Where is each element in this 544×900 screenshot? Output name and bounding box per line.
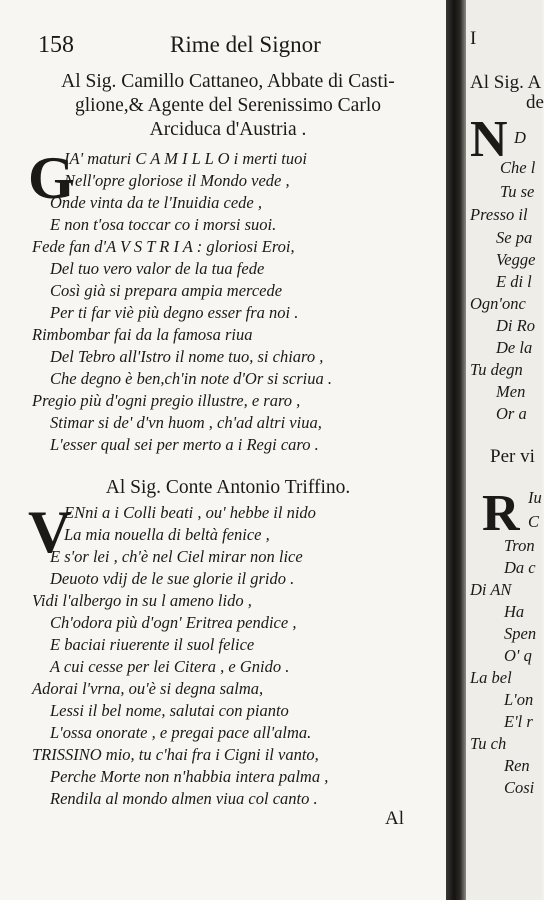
verse-line: IA' maturi C A M I L L O i merti tuoi bbox=[64, 149, 307, 168]
running-head bbox=[38, 32, 418, 60]
dedication-line: Al Sig. Camillo Cattaneo, Abbate di Casti- bbox=[61, 71, 395, 92]
verse-line: L'esser qual sei per merto a i Regi caro . bbox=[50, 435, 319, 454]
running-title: Rime del Signor bbox=[170, 32, 321, 57]
verse-line: Stimar si de' d'vn huom , ch'ad altri viua, bbox=[50, 413, 322, 432]
verse-line: Vidi l'albergo in su l ameno lido , bbox=[32, 591, 252, 610]
facing-line: de bbox=[526, 92, 544, 113]
verse-line: E non t'osa toccar co i morsi suoi. bbox=[50, 215, 277, 234]
verse-line: Del Tebro all'Istro il nome tuo, si chiaro , bbox=[50, 347, 324, 366]
facing-line: C bbox=[528, 512, 540, 531]
verse-line: E baciai riuerente il suol felice bbox=[50, 635, 255, 654]
drop-capital: G bbox=[28, 145, 75, 211]
facing-line: Tu ch bbox=[470, 734, 507, 753]
verse-line: Che degno è ben,ch'in note d'Or si scriua . bbox=[50, 369, 333, 388]
facing-line: De la bbox=[496, 338, 533, 357]
drop-capital: V bbox=[28, 499, 72, 565]
facing-line: Tu se bbox=[500, 182, 535, 201]
catchword: Al bbox=[385, 808, 404, 829]
facing-line: E di l bbox=[496, 272, 532, 291]
verse-line: Per ti far viè più degno esser fra noi . bbox=[50, 303, 299, 322]
facing-page-fragment bbox=[466, 0, 542, 900]
verse-line: Rimbombar fai da la famosa riua bbox=[32, 325, 253, 344]
verse-line: Deuoto vdij de le sue glorie il grido . bbox=[50, 569, 295, 588]
facing-line: Spen bbox=[504, 624, 537, 643]
facing-line: Vegge bbox=[496, 250, 536, 269]
facing-line: Iu bbox=[528, 488, 542, 507]
sonnet-triffino bbox=[28, 499, 442, 810]
verse-line: Nell'opre gloriose il Mondo vede , bbox=[64, 171, 290, 190]
verse-line: Così già si prepara ampia mercede bbox=[50, 281, 283, 300]
sonnet-cattaneo bbox=[28, 145, 442, 456]
facing-line: Da c bbox=[504, 558, 536, 577]
facing-line: Men bbox=[496, 382, 526, 401]
facing-line: O' q bbox=[504, 646, 532, 665]
book-gutter bbox=[446, 0, 466, 900]
facing-line: L'on bbox=[504, 690, 534, 709]
facing-line: R bbox=[482, 485, 520, 542]
verse-line: Perche Morte non n'habbia intera palma , bbox=[50, 767, 329, 786]
facing-line: Di Ro bbox=[496, 316, 535, 335]
verse-line: E s'or lei , ch'è nel Ciel mirar non lice bbox=[50, 547, 303, 566]
verse-line: Rendila al mondo almen viua col canto . bbox=[50, 789, 318, 808]
facing-line: Tron bbox=[504, 536, 535, 555]
page-number: 158 bbox=[38, 32, 74, 58]
verse-line: Adorai l'vrna, ou'è si degna salma, bbox=[32, 679, 264, 698]
facing-line: D bbox=[514, 128, 526, 147]
facing-line: Al Sig. A bbox=[470, 72, 542, 93]
dedication-heading-cattaneo bbox=[30, 70, 426, 142]
facing-line: Che l bbox=[500, 158, 536, 177]
facing-line: Di AN bbox=[470, 580, 512, 599]
facing-line: Or a bbox=[496, 404, 527, 423]
facing-line: Tu degn bbox=[470, 360, 523, 379]
dedication-line: glione,& Agente del Serenissimo Carlo bbox=[75, 95, 381, 116]
facing-line: Presso il bbox=[470, 205, 528, 224]
facing-line: Cosi bbox=[504, 778, 535, 797]
facing-line: E'l r bbox=[504, 712, 533, 731]
verse-line: ENni a i Colli beati , ou' hebbe il nido bbox=[64, 503, 316, 522]
facing-line: N bbox=[470, 111, 508, 168]
verse-line: Fede fan d'A V S T R I A : gloriosi Eroi, bbox=[32, 237, 295, 256]
verse-line: A cui cesse per lei Citera , e Gnido . bbox=[50, 657, 290, 676]
verse-line: Lessi il bel nome, salutai con pianto bbox=[50, 701, 289, 720]
dedication-heading-triffino: Al Sig. Conte Antonio Triffino. bbox=[105, 477, 351, 498]
verse-line: Pregio più d'ogni pregio illustre, e raro , bbox=[32, 391, 301, 410]
facing-line: Ren bbox=[504, 756, 530, 775]
verse-line: La mia nouella di beltà fenice , bbox=[64, 525, 270, 544]
verse-line: Onde vinta da te l'Inuidia cede , bbox=[50, 193, 263, 212]
facing-line: Ogn'onc bbox=[470, 294, 526, 313]
facing-line: Per vi bbox=[490, 446, 535, 467]
facing-line: I bbox=[470, 28, 477, 49]
dedication-line: Arciduca d'Austria . bbox=[149, 119, 307, 140]
verse-line: Del tuo vero valor de la tua fede bbox=[50, 259, 265, 278]
verse-line: TRISSINO mio, tu c'hai fra i Cigni il vanto, bbox=[32, 745, 319, 764]
facing-line: Ha bbox=[504, 602, 525, 621]
facing-line: La bel bbox=[470, 668, 512, 687]
facing-line: Se pa bbox=[496, 228, 533, 247]
verse-line: Ch'odora più d'ogn' Eritrea pendice , bbox=[50, 613, 297, 632]
verse-line: L'ossa onorate , e pregai pace all'alma. bbox=[50, 723, 312, 742]
